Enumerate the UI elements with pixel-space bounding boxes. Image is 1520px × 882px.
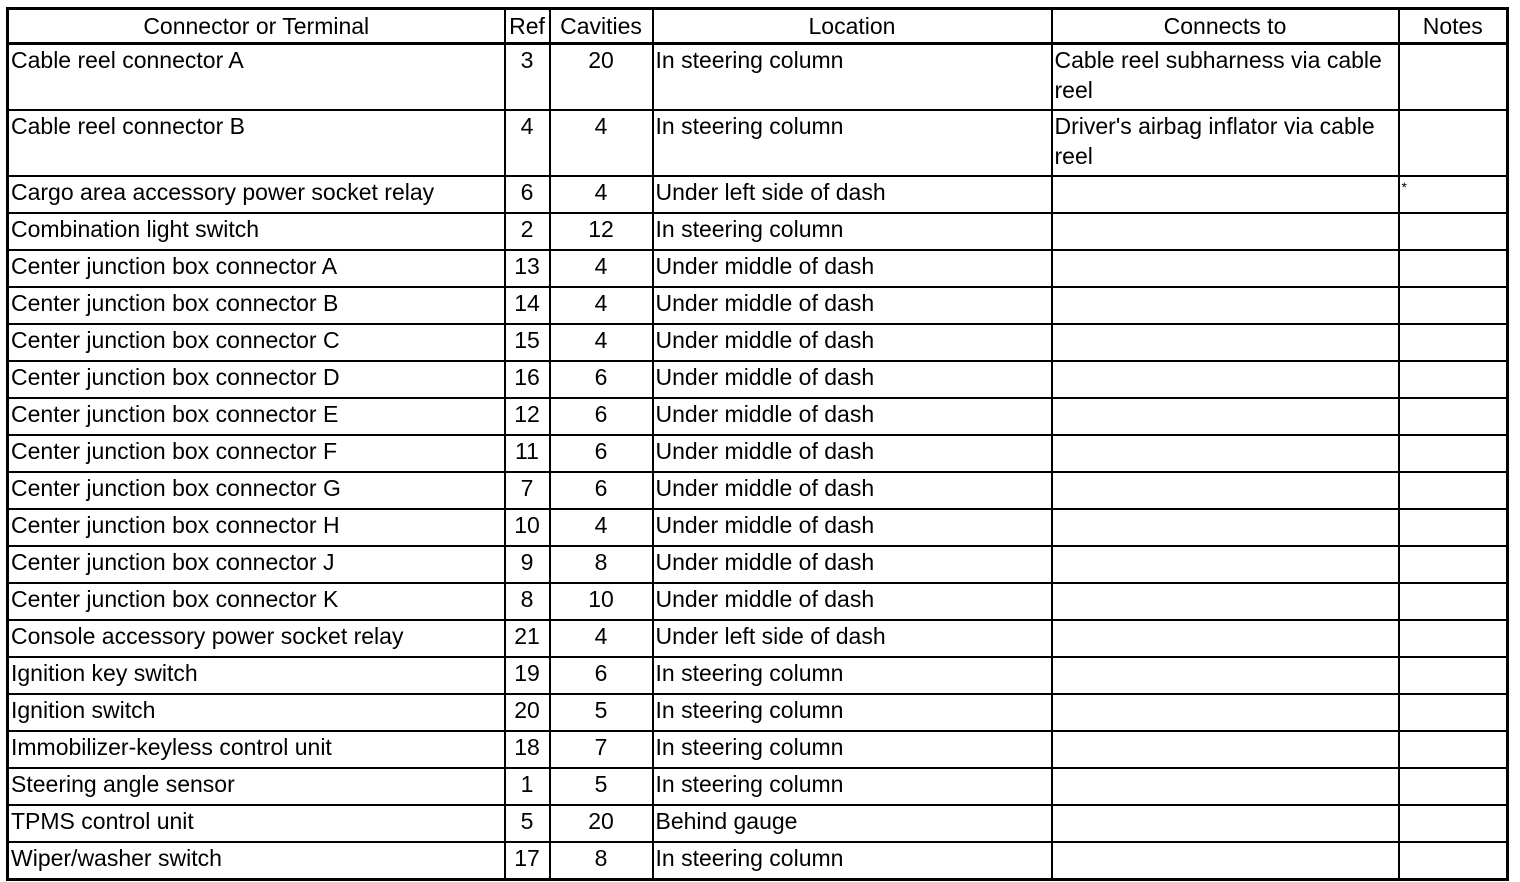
cell-connector: Center junction box connector D xyxy=(8,361,505,398)
cell-connector: Center junction box connector C xyxy=(8,324,505,361)
cell-location: Under middle of dash xyxy=(653,324,1052,361)
cell-connects-to xyxy=(1052,694,1399,731)
cell-connects-to xyxy=(1052,583,1399,620)
cell-location: In steering column xyxy=(653,110,1052,176)
cell-location: In steering column xyxy=(653,213,1052,250)
cell-connector: Center junction box connector A xyxy=(8,250,505,287)
cell-cavities: 10 xyxy=(550,583,653,620)
header-ref: Ref xyxy=(505,9,550,44)
table-row xyxy=(8,250,1508,287)
cell-connector: Cable reel connector A xyxy=(8,44,505,111)
cell-cavities: 4 xyxy=(550,250,653,287)
cell-connects-to xyxy=(1052,842,1399,880)
cell-notes xyxy=(1399,435,1508,472)
header-notes: Notes xyxy=(1399,9,1508,44)
cell-connects-to xyxy=(1052,657,1399,694)
cell-connects-to: Cable reel subharness via cable reel xyxy=(1052,44,1399,111)
cell-cavities: 4 xyxy=(550,324,653,361)
cell-ref: 1 xyxy=(505,768,550,805)
cell-connector: Wiper/washer switch xyxy=(8,842,505,880)
cell-ref: 18 xyxy=(505,731,550,768)
cell-notes xyxy=(1399,842,1508,880)
cell-connector: Immobilizer-keyless control unit xyxy=(8,731,505,768)
cell-location: Under middle of dash xyxy=(653,361,1052,398)
connector-table xyxy=(6,7,1509,881)
table-row xyxy=(8,44,1508,111)
cell-cavities: 5 xyxy=(550,694,653,731)
cell-connects-to: Driver's airbag inflator via cable reel xyxy=(1052,110,1399,176)
cell-location: In steering column xyxy=(653,842,1052,880)
cell-connects-to xyxy=(1052,361,1399,398)
table-row xyxy=(8,509,1508,546)
cell-notes xyxy=(1399,657,1508,694)
cell-cavities: 8 xyxy=(550,546,653,583)
table-row xyxy=(8,546,1508,583)
cell-notes xyxy=(1399,509,1508,546)
cell-connects-to xyxy=(1052,620,1399,657)
cell-location: Under middle of dash xyxy=(653,583,1052,620)
cell-notes xyxy=(1399,361,1508,398)
table-row xyxy=(8,657,1508,694)
cell-connects-to xyxy=(1052,213,1399,250)
cell-connector: Center junction box connector K xyxy=(8,583,505,620)
cell-ref: 2 xyxy=(505,213,550,250)
cell-ref: 5 xyxy=(505,805,550,842)
cell-ref: 9 xyxy=(505,546,550,583)
cell-notes xyxy=(1399,731,1508,768)
cell-ref: 16 xyxy=(505,361,550,398)
table-row xyxy=(8,583,1508,620)
cell-connects-to xyxy=(1052,287,1399,324)
cell-location: Under middle of dash xyxy=(653,435,1052,472)
header-connects-to: Connects to xyxy=(1052,9,1399,44)
header-cavities: Cavities xyxy=(550,9,653,44)
cell-cavities: 6 xyxy=(550,398,653,435)
cell-cavities: 4 xyxy=(550,110,653,176)
cell-cavities: 20 xyxy=(550,44,653,111)
cell-notes xyxy=(1399,213,1508,250)
header-row xyxy=(8,9,1508,44)
cell-location: In steering column xyxy=(653,44,1052,111)
cell-ref: 10 xyxy=(505,509,550,546)
cell-ref: 4 xyxy=(505,110,550,176)
cell-cavities: 4 xyxy=(550,287,653,324)
cell-cavities: 4 xyxy=(550,620,653,657)
cell-cavities: 5 xyxy=(550,768,653,805)
cell-connector: Center junction box connector G xyxy=(8,472,505,509)
table-row xyxy=(8,110,1508,176)
cell-ref: 11 xyxy=(505,435,550,472)
cell-connector: Console accessory power socket relay xyxy=(8,620,505,657)
cell-connects-to xyxy=(1052,546,1399,583)
cell-connects-to xyxy=(1052,472,1399,509)
cell-connector: Cargo area accessory power socket relay xyxy=(8,176,505,213)
cell-ref: 12 xyxy=(505,398,550,435)
cell-location: Under middle of dash xyxy=(653,509,1052,546)
cell-ref: 21 xyxy=(505,620,550,657)
cell-connector: Combination light switch xyxy=(8,213,505,250)
cell-cavities: 12 xyxy=(550,213,653,250)
cell-connector: Ignition switch xyxy=(8,694,505,731)
table-row xyxy=(8,805,1508,842)
cell-ref: 8 xyxy=(505,583,550,620)
cell-location: Under middle of dash xyxy=(653,398,1052,435)
cell-connects-to xyxy=(1052,250,1399,287)
cell-connects-to xyxy=(1052,435,1399,472)
cell-connects-to xyxy=(1052,805,1399,842)
cell-notes: * xyxy=(1399,176,1508,213)
cell-connector: TPMS control unit xyxy=(8,805,505,842)
cell-notes xyxy=(1399,768,1508,805)
header-connector: Connector or Terminal xyxy=(8,9,505,44)
cell-location: In steering column xyxy=(653,694,1052,731)
cell-connects-to xyxy=(1052,324,1399,361)
cell-location: Under middle of dash xyxy=(653,546,1052,583)
cell-cavities: 6 xyxy=(550,472,653,509)
cell-location: In steering column xyxy=(653,768,1052,805)
cell-cavities: 4 xyxy=(550,509,653,546)
cell-location: Under middle of dash xyxy=(653,250,1052,287)
cell-cavities: 7 xyxy=(550,731,653,768)
cell-ref: 7 xyxy=(505,472,550,509)
table-row xyxy=(8,287,1508,324)
cell-ref: 19 xyxy=(505,657,550,694)
cell-cavities: 4 xyxy=(550,176,653,213)
cell-ref: 15 xyxy=(505,324,550,361)
cell-notes xyxy=(1399,694,1508,731)
cell-connects-to xyxy=(1052,398,1399,435)
table-row xyxy=(8,842,1508,880)
cell-connector: Center junction box connector J xyxy=(8,546,505,583)
cell-ref: 13 xyxy=(505,250,550,287)
cell-connector: Center junction box connector B xyxy=(8,287,505,324)
table-row xyxy=(8,176,1508,213)
cell-location: Under middle of dash xyxy=(653,287,1052,324)
table-row xyxy=(8,435,1508,472)
cell-connects-to xyxy=(1052,509,1399,546)
cell-connector: Center junction box connector E xyxy=(8,398,505,435)
cell-cavities: 20 xyxy=(550,805,653,842)
cell-location: Behind gauge xyxy=(653,805,1052,842)
cell-notes xyxy=(1399,805,1508,842)
table-row xyxy=(8,768,1508,805)
cell-location: Under left side of dash xyxy=(653,176,1052,213)
table-row xyxy=(8,398,1508,435)
header-location: Location xyxy=(653,9,1052,44)
cell-location: In steering column xyxy=(653,731,1052,768)
cell-cavities: 8 xyxy=(550,842,653,880)
cell-connector: Steering angle sensor xyxy=(8,768,505,805)
cell-connector: Cable reel connector B xyxy=(8,110,505,176)
cell-ref: 14 xyxy=(505,287,550,324)
cell-notes xyxy=(1399,287,1508,324)
table-row xyxy=(8,731,1508,768)
cell-notes xyxy=(1399,398,1508,435)
cell-notes xyxy=(1399,620,1508,657)
cell-notes xyxy=(1399,250,1508,287)
cell-connects-to xyxy=(1052,731,1399,768)
cell-notes xyxy=(1399,44,1508,111)
cell-location: In steering column xyxy=(653,657,1052,694)
cell-connects-to xyxy=(1052,768,1399,805)
cell-notes xyxy=(1399,546,1508,583)
table-row xyxy=(8,472,1508,509)
cell-ref: 20 xyxy=(505,694,550,731)
cell-notes xyxy=(1399,583,1508,620)
cell-notes xyxy=(1399,324,1508,361)
table-row xyxy=(8,694,1508,731)
cell-location: Under left side of dash xyxy=(653,620,1052,657)
cell-location: Under middle of dash xyxy=(653,472,1052,509)
cell-ref: 6 xyxy=(505,176,550,213)
cell-connector: Center junction box connector F xyxy=(8,435,505,472)
cell-connector: Ignition key switch xyxy=(8,657,505,694)
table-row xyxy=(8,213,1508,250)
table-row xyxy=(8,324,1508,361)
cell-cavities: 6 xyxy=(550,435,653,472)
table-row xyxy=(8,361,1508,398)
cell-notes xyxy=(1399,472,1508,509)
cell-connects-to xyxy=(1052,176,1399,213)
cell-notes xyxy=(1399,110,1508,176)
cell-cavities: 6 xyxy=(550,361,653,398)
cell-ref: 17 xyxy=(505,842,550,880)
cell-ref: 3 xyxy=(505,44,550,111)
table-row xyxy=(8,620,1508,657)
cell-cavities: 6 xyxy=(550,657,653,694)
cell-connector: Center junction box connector H xyxy=(8,509,505,546)
